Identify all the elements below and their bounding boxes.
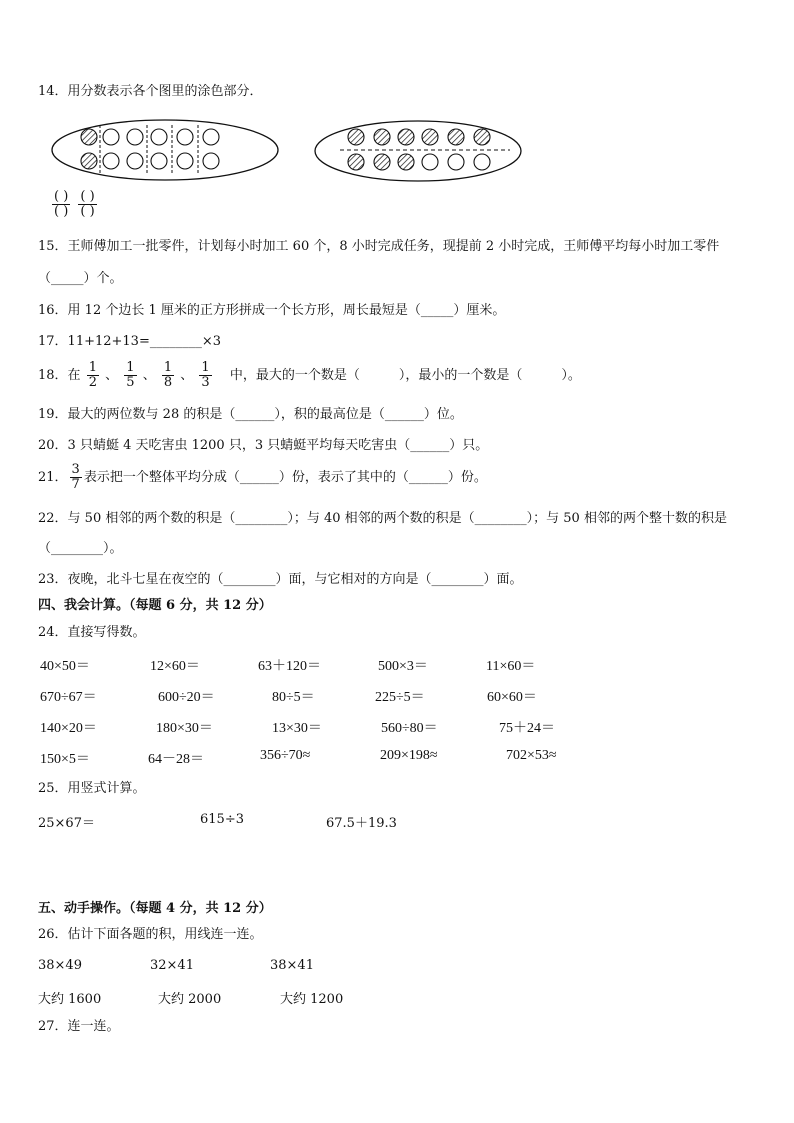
section-5-title: 五、动手操作。（每题 4 分，共 12 分） (38, 901, 272, 916)
question-16: 16．用 12 个边长 1 厘米的正方形拼成一个长方形，周长最短是（_____）厘米。 (38, 303, 506, 318)
fraction-1-2: $\frac{1}{2}$ (88, 360, 97, 390)
q14-answer-fraction-2[interactable]: $\frac{( )}{( )}$ (80, 189, 95, 219)
calc-item: 12×60＝ (150, 659, 200, 674)
match-item-top[interactable]: 38×41 (270, 958, 314, 973)
fraction-1-3: $\frac{1}{3}$ (201, 360, 210, 390)
calc-item: 64－28＝ (148, 752, 204, 767)
q14-answer-fractions (50, 190, 99, 219)
calc-item: 11×60＝ (486, 659, 536, 674)
question-15-line1: 15．王师傅加工一批零件，计划每小时加工 60 个，8 小时完成任务，现提前 2 小时完成，王师傅平均每小时加工零件 (38, 239, 720, 254)
calc-item: 60×60＝ (487, 690, 537, 705)
question-18: 18．在 $\frac{1}{2}$ 、 $\frac{1}{5}$ 、 $\frac{1}{8}$ 、 $\frac{1}{3}$ 中，最大的一个数是（ ），最小的一个数是（ ）。 (38, 360, 581, 390)
match-item-bottom[interactable]: 大约 2000 (158, 992, 222, 1007)
calc-item: 560÷80＝ (381, 721, 438, 736)
question-25: 25．用竖式计算。 (38, 781, 146, 796)
calc-item: 225÷5＝ (375, 690, 425, 705)
calc-item: 209×198≈ (380, 748, 438, 763)
question-15-line2: （_____）个。 (38, 271, 123, 286)
calc-item: 140×20＝ (40, 721, 97, 736)
calc-item: 80÷5＝ (272, 690, 315, 705)
vertical-calc-item: 615÷3 (200, 812, 244, 827)
match-item-top[interactable]: 38×49 (38, 958, 82, 973)
fraction-1-5: $\frac{1}{5}$ (126, 360, 135, 390)
figure-2-ellipse (310, 115, 550, 195)
question-22-line1: 22．与 50 相邻的两个数的积是（________）；与 40 相邻的两个数的积是（________）；与 50 相邻的两个整十数的积是 (38, 511, 727, 526)
question-24: 24．直接写得数。 (38, 625, 146, 640)
calc-item: 13×30＝ (272, 721, 322, 736)
question-26: 26．估计下面各题的积，用线连一连。 (38, 927, 263, 942)
fraction-1-8: $\frac{1}{8}$ (163, 360, 173, 390)
calc-item: 702×53≈ (506, 748, 557, 763)
calc-item: 180×30＝ (156, 721, 213, 736)
calc-item: 356÷70≈ (260, 748, 311, 763)
question-19: 19．最大的两位数与 28 的积是（______），积的最高位是（______）位。 (38, 407, 463, 422)
calc-item: 500×3＝ (378, 659, 428, 674)
calc-item: 670÷67＝ (40, 690, 97, 705)
question-20: 20．3 只蜻蜓 4 天吃害虫 1200 只，3 只蜻蜓平均每天吃害虫（______）只。 (38, 438, 489, 453)
vertical-calc-item: 67.5＋19.3 (326, 816, 397, 831)
fraction-3-7: $\frac{3}{7}$ (71, 462, 80, 492)
match-item-bottom[interactable]: 大约 1200 (280, 992, 344, 1007)
figure-1-ellipse (45, 115, 285, 195)
section-4-title: 四、我会计算。（每题 6 分，共 12 分） (38, 598, 272, 613)
calc-item: 75＋24＝ (499, 721, 555, 736)
calc-item: 40×50＝ (40, 659, 90, 674)
question-21: 21． $\frac{3}{7}$ 表示把一个整体平均分成（______）份，表示了其中的（______）份。 (38, 462, 487, 492)
question-27: 27．连一连。 (38, 1019, 120, 1034)
question-22-line2: （________）。 (38, 541, 123, 556)
vertical-calc-item: 25×67＝ (38, 816, 95, 831)
calc-item: 150×5＝ (40, 752, 90, 767)
match-item-bottom[interactable]: 大约 1600 (38, 992, 102, 1007)
calc-item: 600÷20＝ (158, 690, 215, 705)
question-17: 17．11+12+13=________×3 (38, 334, 222, 349)
match-item-top[interactable]: 32×41 (150, 958, 194, 973)
calc-item: 63＋120＝ (258, 659, 321, 674)
q14-answer-fraction-1[interactable]: $\frac{( )}{( )}$ (54, 189, 69, 219)
question-23: 23．夜晚，北斗七星在夜空的（________）面，与它相对的方向是（________）面。 (38, 572, 523, 587)
question-14: 14．用分数表示各个图里的涂色部分． (38, 84, 263, 99)
